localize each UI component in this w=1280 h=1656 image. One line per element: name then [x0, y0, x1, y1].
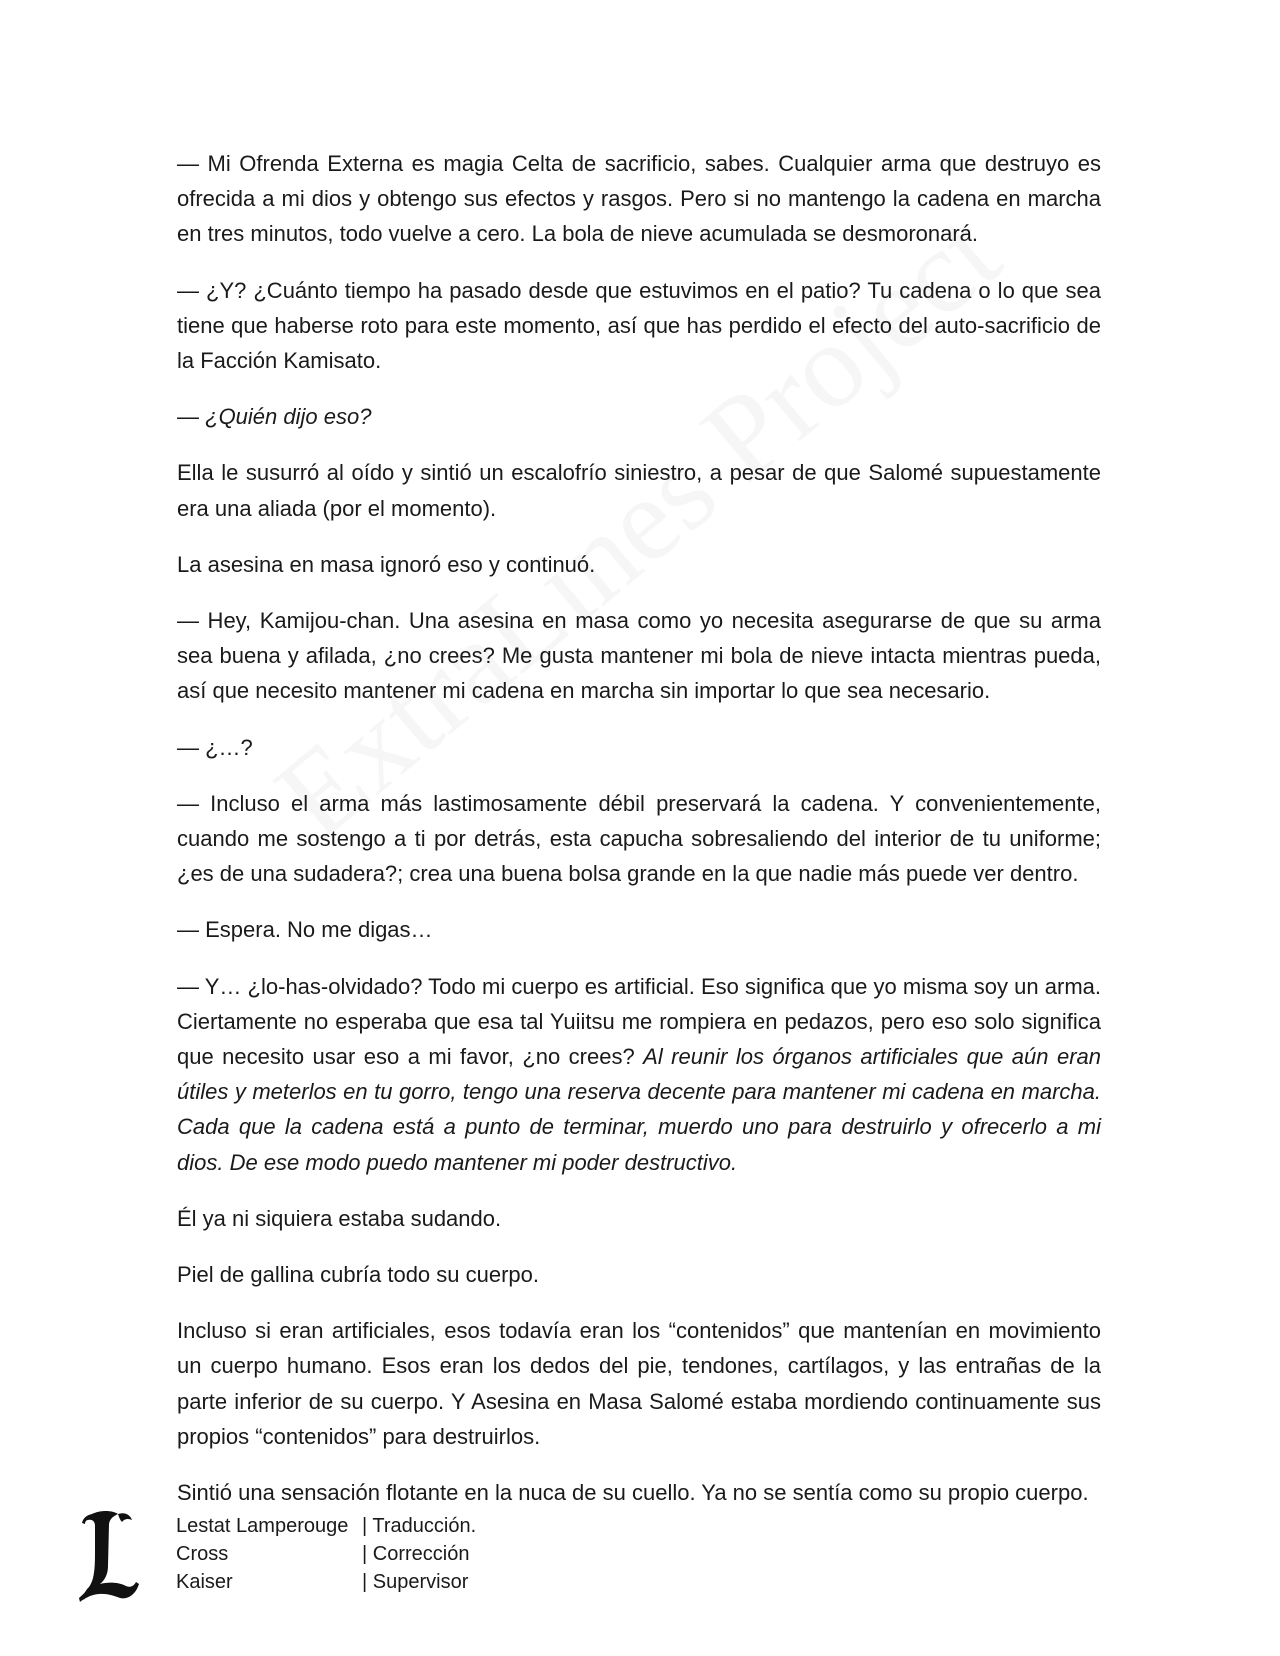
credit-row	[176, 1512, 476, 1540]
credits	[176, 1512, 476, 1596]
text-run: — Incluso el arma más lastimosamente débil preservará la cadena. Y convenientemente, cuando me sostengo a ti por detrás, esta capucha sobresaliendo del interior de tu uniforme; ¿es de una sudadera?; crea una buena bolsa grande en la que nadie más puede ver dentro.	[177, 790, 1101, 887]
body-text	[177, 146, 1101, 1531]
text-run: — Y… ¿lo-has-olvidado? Todo mi cuerpo es artificial. Eso significa que yo misma soy un arma. Ciertamente no esperaba que esa tal Yuiitsu me rompiera en pedazos, pero eso solo significa que necesito usar eso a mi favor, ¿no crees?	[177, 973, 1101, 1070]
paragraph	[177, 399, 1101, 434]
text-run: Él ya ni siquiera estaba sudando.	[177, 1205, 502, 1231]
text-run: — ¿…?	[177, 734, 253, 760]
credit-row	[176, 1568, 476, 1596]
credit-row	[176, 1540, 476, 1568]
credit-name: Lestat Lamperouge	[176, 1515, 349, 1537]
paragraph	[177, 1201, 1101, 1236]
credit-name: Cross	[176, 1543, 229, 1565]
text-run: Incluso si eran artificiales, esos todavía eran los “contenidos” que mantenían en movimiento un cuerpo humano. Esos eran los dedos del pie, tendones, cartílagos, y las entrañas de la parte inferior de su cuerpo. Y Asesina en Masa Salomé estaba mordiendo continuamente sus propios “contenidos” para destruirlos.	[177, 1318, 1101, 1449]
text-run: Piel de gallina cubría todo su cuerpo.	[177, 1262, 540, 1288]
text-run: —	[177, 404, 206, 430]
text-run: — Mi Ofrenda Externa es magia Celta de sacrificio, sabes. Cualquier arma que destruyo es ofrecida a mi dios y obtengo sus efectos y rasgos. Pero si no mantengo la cadena en marcha en tres minutos, todo vuelve a cero. La bola de nieve acumulada se desmoronará.	[177, 151, 1101, 247]
paragraph	[177, 730, 1101, 765]
paragraph	[177, 455, 1101, 525]
paragraph	[177, 273, 1101, 379]
paragraph	[177, 786, 1101, 892]
paragraph	[177, 146, 1101, 252]
paragraph	[177, 1475, 1101, 1510]
footer	[0, 1508, 1280, 1618]
paragraph	[177, 547, 1101, 582]
paragraph	[177, 603, 1101, 709]
credit-role: | Corrección	[362, 1543, 470, 1565]
credit-name: Kaiser	[176, 1571, 233, 1593]
italic-text-run: Al reunir los órganos artificiales que aún eran útiles y meterlos en tu gorro, tengo una reserva decente para mantener mi cadena en marcha. Cada que la cadena está a punto de terminar, muerdo uno para destruirlo y ofrecerlo a mi dios. De ese modo puedo mantener mi poder destructivo.	[177, 1044, 1101, 1175]
paragraph	[177, 969, 1101, 1180]
text-run: — ¿Y? ¿Cuánto tiempo ha pasado desde que estuvimos en el patio? Tu cadena o lo que sea tiene que haberse roto para este momento, así que has perdido el efecto del auto-sacrificio de la Facción Kamisato.	[177, 277, 1101, 374]
paragraph	[177, 1313, 1101, 1454]
credit-role: | Supervisor	[362, 1571, 469, 1593]
text-run: Sintió una sensación flotante en la nuca de su cuello. Ya no se sentía como su propio cuerpo.	[177, 1480, 1089, 1506]
italic-text-run: ¿Quién dijo eso?	[205, 404, 372, 430]
paragraph	[177, 912, 1101, 947]
credit-role: | Traducción.	[362, 1515, 477, 1537]
text-run: — Hey, Kamijou-chan. Una asesina en masa como yo necesita asegurarse de que su arma sea buena y afilada, ¿no crees? Me gusta mantener mi bola de nieve intacta mientras pueda, así que necesito mantener mi cadena en marcha sin importar lo que sea necesario.	[177, 608, 1101, 704]
blackletter-l-logo-icon	[78, 1508, 140, 1603]
text-run: La asesina en masa ignoró eso y continuó.	[177, 551, 596, 577]
text-run: — Espera. No me digas…	[177, 917, 433, 943]
paragraph	[177, 1257, 1101, 1292]
text-run: Ella le susurró al oído y sintió un escalofrío siniestro, a pesar de que Salomé supuestamente era una aliada (por el momento).	[177, 460, 1101, 521]
